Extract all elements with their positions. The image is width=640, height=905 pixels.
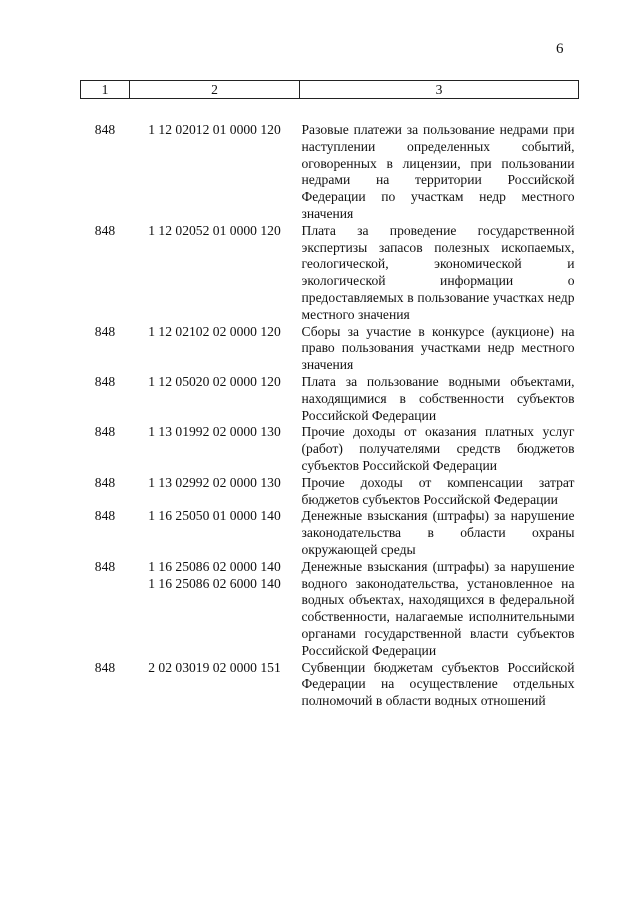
budget-classification-code xyxy=(130,475,300,509)
column-header: 3 xyxy=(300,81,579,99)
budget-classification-code xyxy=(130,424,300,474)
revenue-description: Плата за проведение государственной экспертизы запасов полезных ископаемых, геологической, экономической и экологической информации о предоставляемых в пользование участках недр местного значения xyxy=(301,222,575,322)
table-row xyxy=(81,324,579,374)
administrator-code: 848 xyxy=(94,122,116,137)
code-line: 1 13 01992 02 0000 130 xyxy=(148,424,281,440)
budget-classification-code xyxy=(130,559,300,660)
administrator-code: 848 xyxy=(94,323,116,339)
table-header-row xyxy=(81,81,579,99)
administrator-code: 848 xyxy=(94,558,116,574)
revenue-description: Денежные взыскания (штрафы) за нарушение законодательства в области охраны окружающей среды xyxy=(301,508,575,557)
administrator-code: 848 xyxy=(94,222,116,238)
code-line: 1 12 02102 02 0000 120 xyxy=(148,323,281,339)
code-line: 1 12 05020 02 0000 120 xyxy=(148,373,281,389)
revenue-description: Субвенции бюджетам субъектов Российской Федерации на осуществление отдельных полномочий в области водных отношений xyxy=(301,659,575,709)
budget-classification-code xyxy=(130,508,300,558)
code-line: 2 02 03019 02 0000 151 xyxy=(148,659,281,675)
table-row xyxy=(81,99,579,223)
code-line: 1 12 02012 01 0000 120 xyxy=(148,122,281,137)
table-row xyxy=(81,374,579,424)
revenue-description: Сборы за участие в конкурсе (аукционе) на право пользования участками недр местного значения xyxy=(301,323,575,373)
revenue-description: Прочие доходы от оказания платных услуг (работ) получателями средств бюджетов субъектов Российской Федерации xyxy=(301,424,575,473)
revenue-description: Прочие доходы от компенсации затрат бюджетов субъектов Российской Федерации xyxy=(301,474,575,507)
budget-classification-code xyxy=(130,324,300,374)
table-row xyxy=(81,223,579,324)
revenue-description: Денежные взыскания (штрафы) за нарушение водного законодательства, установленное на водных объектах, находящихся в федеральной собственности, налагаемые исполнительными органами государственной власти субъектов Российской Федерации xyxy=(301,558,575,658)
column-header: 1 xyxy=(81,81,130,99)
administrator-code: 848 xyxy=(94,659,116,675)
budget-classification-code xyxy=(130,99,300,223)
administrator-code: 848 xyxy=(94,373,116,389)
table-row xyxy=(81,660,579,710)
page-number: 6 xyxy=(556,41,564,57)
code-line: 1 16 25050 01 0000 140 xyxy=(148,508,281,524)
code-line: 1 13 02992 02 0000 130 xyxy=(148,474,281,490)
table-row xyxy=(81,559,579,660)
budget-classification-code xyxy=(130,223,300,324)
table-row xyxy=(81,424,579,474)
administrator-code: 848 xyxy=(94,474,116,490)
budget-classification-code xyxy=(130,374,300,424)
table-row xyxy=(81,508,579,558)
budget-classification-code xyxy=(130,660,300,710)
administrator-code: 848 xyxy=(94,424,116,440)
table-row xyxy=(81,475,579,509)
revenue-description: Плата за пользование водными объектами, находящимися в собственности субъектов Российской Федерации xyxy=(301,373,575,423)
column-header: 2 xyxy=(130,81,300,99)
code-line: 1 16 25086 02 0000 140 xyxy=(148,558,281,574)
administrator-code: 848 xyxy=(94,508,116,524)
revenue-codes-table xyxy=(80,80,579,710)
code-line: 1 16 25086 02 6000 140 xyxy=(148,575,281,591)
code-line: 1 12 02052 01 0000 120 xyxy=(148,222,281,238)
revenue-description: Разовые платежи за пользование недрами при наступлении определенных событий, оговоренных в лицензии, при пользовании недрами на территории Российской Федерации по участкам недр местного значения xyxy=(301,122,575,221)
